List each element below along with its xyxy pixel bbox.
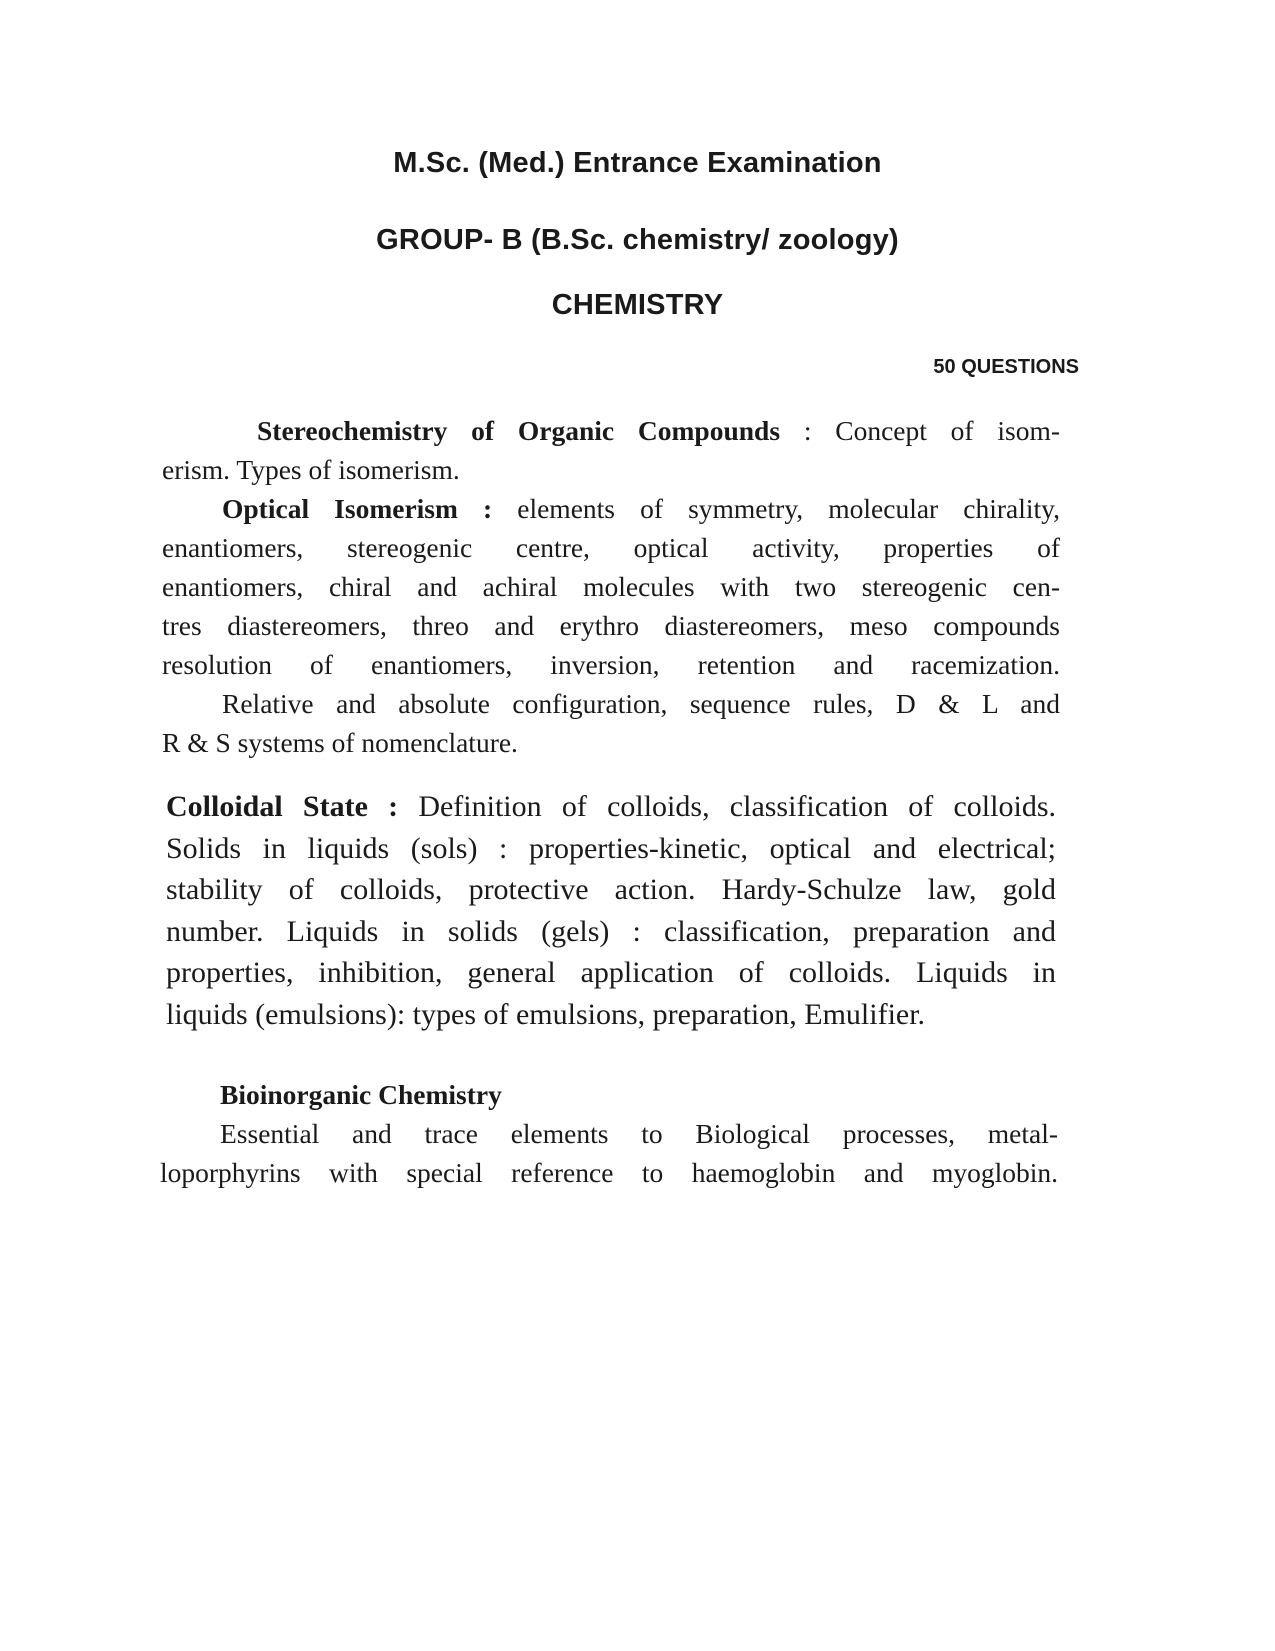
text-line: erism. Types of isomerism. (162, 454, 460, 485)
text-line: loporphyrins with special reference to haemoglobin and myoglobin. (160, 1157, 1058, 1188)
subject-heading: CHEMISTRY (551, 289, 724, 321)
text-line: Essential and trace elements to Biological processes, metal- (220, 1118, 1058, 1149)
text-line: stability of colloids, protective action. Hardy-Schulze law, gold (166, 873, 1056, 906)
text-line: Optical Isomerism : elements of symmetry, molecular chirality, (222, 493, 1061, 524)
group-heading: GROUP- B (B.Sc. chemistry/ zoology) (376, 224, 899, 256)
bioinorganic-section (160, 1075, 1058, 1192)
text-line: Solids in liquids (sols) : properties-kinetic, optical and electrical; (166, 831, 1056, 865)
text-line: enantiomers, chiral and achiral molecules with two stereogenic cen- (162, 571, 1060, 602)
text-line: enantiomers, stereogenic centre, optical activity, properties of (162, 532, 1060, 563)
section-heading: Colloidal State : (166, 790, 399, 823)
text-line: Relative and absolute configuration, sequence rules, D & L and (222, 688, 1060, 719)
text-line: resolution of enantiomers, inversion, retention and racemization. (162, 649, 1060, 680)
section-heading: Stereochemistry of Organic Compounds (257, 415, 781, 446)
document-title: M.Sc. (Med.) Entrance Examination (393, 147, 882, 179)
text-line: Stereochemistry of Organic Compounds : Concept of isom- (257, 415, 1060, 446)
colloidal-state-section (166, 786, 1056, 1035)
section-heading: Bioinorganic Chemistry (220, 1079, 502, 1110)
stereochemistry-section (162, 411, 1060, 762)
text-line: Colloidal State : Definition of colloids, classification of colloids. (166, 790, 1056, 823)
text-line: properties, inhibition, general application of colloids. Liquids in (166, 956, 1056, 989)
text-line: liquids (emulsions): types of emulsions, preparation, Emulifier. (166, 997, 926, 1031)
question-count: 50 QUESTIONS (933, 356, 1079, 378)
text-line: R & S systems of nomenclature. (162, 727, 518, 758)
text-line: number. Liquids in solids (gels) : classification, preparation and (166, 914, 1056, 948)
section-heading: Optical Isomerism : (222, 493, 493, 524)
text-line: tres diastereomers, threo and erythro diastereomers, meso compounds (162, 610, 1060, 641)
